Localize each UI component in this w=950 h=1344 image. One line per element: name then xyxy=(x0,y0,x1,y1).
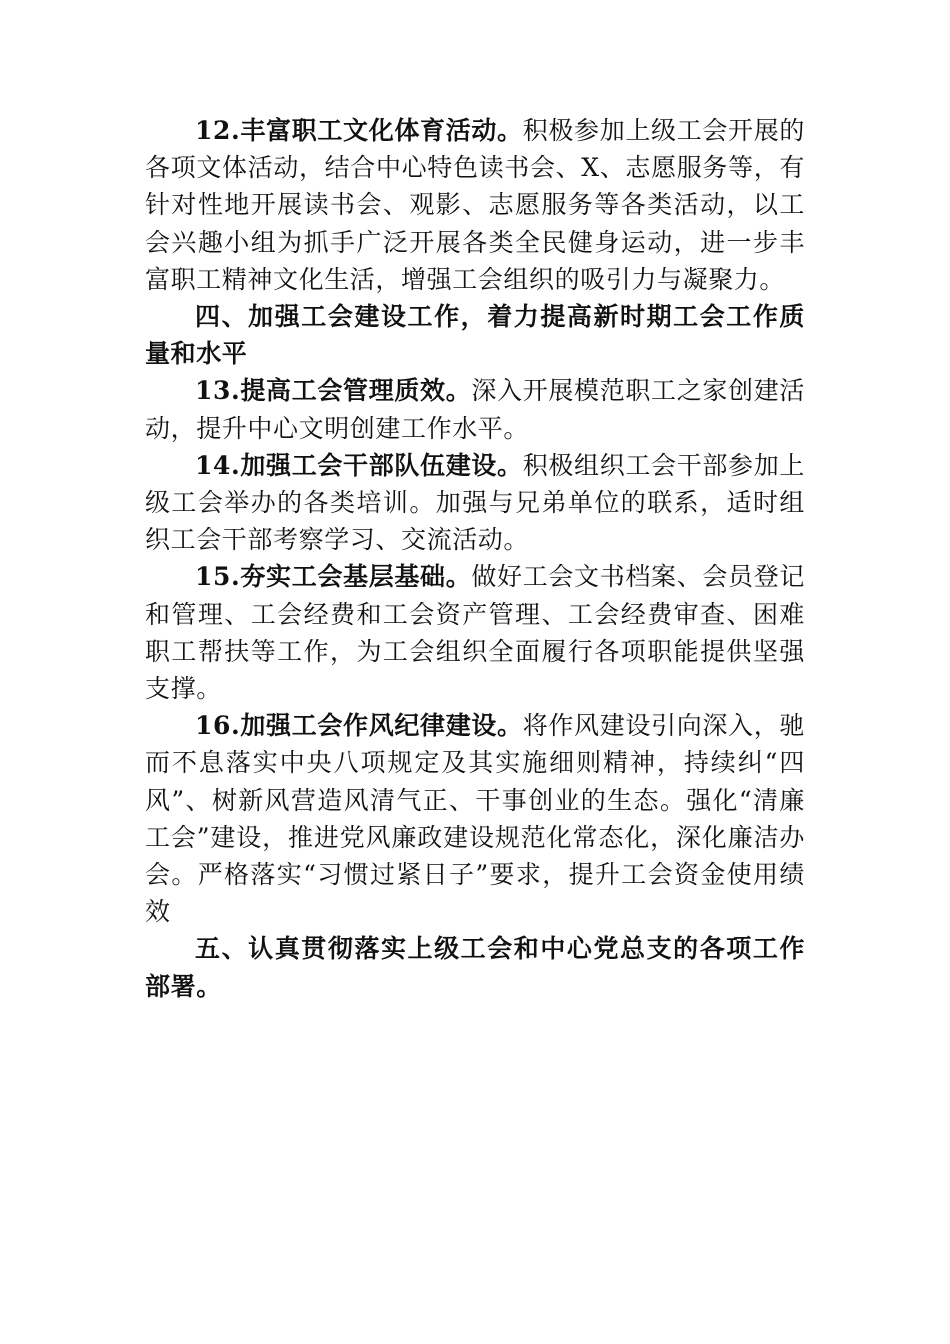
paragraph-body: 深入开展模范职工之家创建活动，提升中心文明创建工作水平。 xyxy=(145,376,805,443)
paragraph-lead: 12.丰富职工文化体育活动。 xyxy=(195,116,523,145)
paragraph-item-16 xyxy=(145,707,805,930)
section-heading-5: 五、认真贯彻落实上级工会和中心党总支的各项工作部署。 xyxy=(145,934,805,1001)
paragraph-body: 将作风建设引向深入，驰而不息落实中央八项规定及其实施细则精神，持续纠“四风”、树新风营造风清气正、干事创业的生态。强化“清廉工会”建设，推进党风廉政建设规范化常态化，深化廉洁办会。严格落实“习惯过紧日子”要求，提升工会资金使用绩效 xyxy=(145,711,805,927)
paragraph-item-14 xyxy=(145,447,805,559)
paragraph-item-13 xyxy=(145,372,805,446)
paragraph-item-12 xyxy=(145,112,805,298)
paragraph-lead: 13.提高工会管理质效。 xyxy=(195,376,472,406)
paragraph-body: 积极组织工会干部参加上级工会举办的各类培训。加强与兄弟单位的联系，适时组织工会干部考察学习、交流活动。 xyxy=(145,450,805,555)
paragraph-lead: 14.加强工会干部队伍建设。 xyxy=(195,450,523,480)
paragraph-item-15 xyxy=(145,558,805,707)
section-heading-4: 四、加强工会建设工作，着力提高新时期工会工作质量和水平 xyxy=(145,302,805,369)
paragraph-lead: 16.加强工会作风纪律建设。 xyxy=(195,711,523,741)
paragraph-body: 做好工会文书档案、会员登记和管理、工会经费和工会资产管理、工会经费审查、困难职工帮扶等工作，为工会组织全面履行各项职能提供坚强支撑。 xyxy=(145,562,805,704)
paragraph-lead: 15.夯实工会基层基础。 xyxy=(195,562,472,592)
document-page xyxy=(145,112,805,1005)
paragraph-body: 积极参加上级工会开展的各项文体活动，结合中心特色读书会、X、志愿服务等，有针对性地开展读书会、观影、志愿服务等各类活动，以工会兴趣小组为抓手广泛开展各类全民健身运动，进一步丰富职工精神文化生活，增强工会组织的吸引力与凝聚力。 xyxy=(145,116,805,294)
